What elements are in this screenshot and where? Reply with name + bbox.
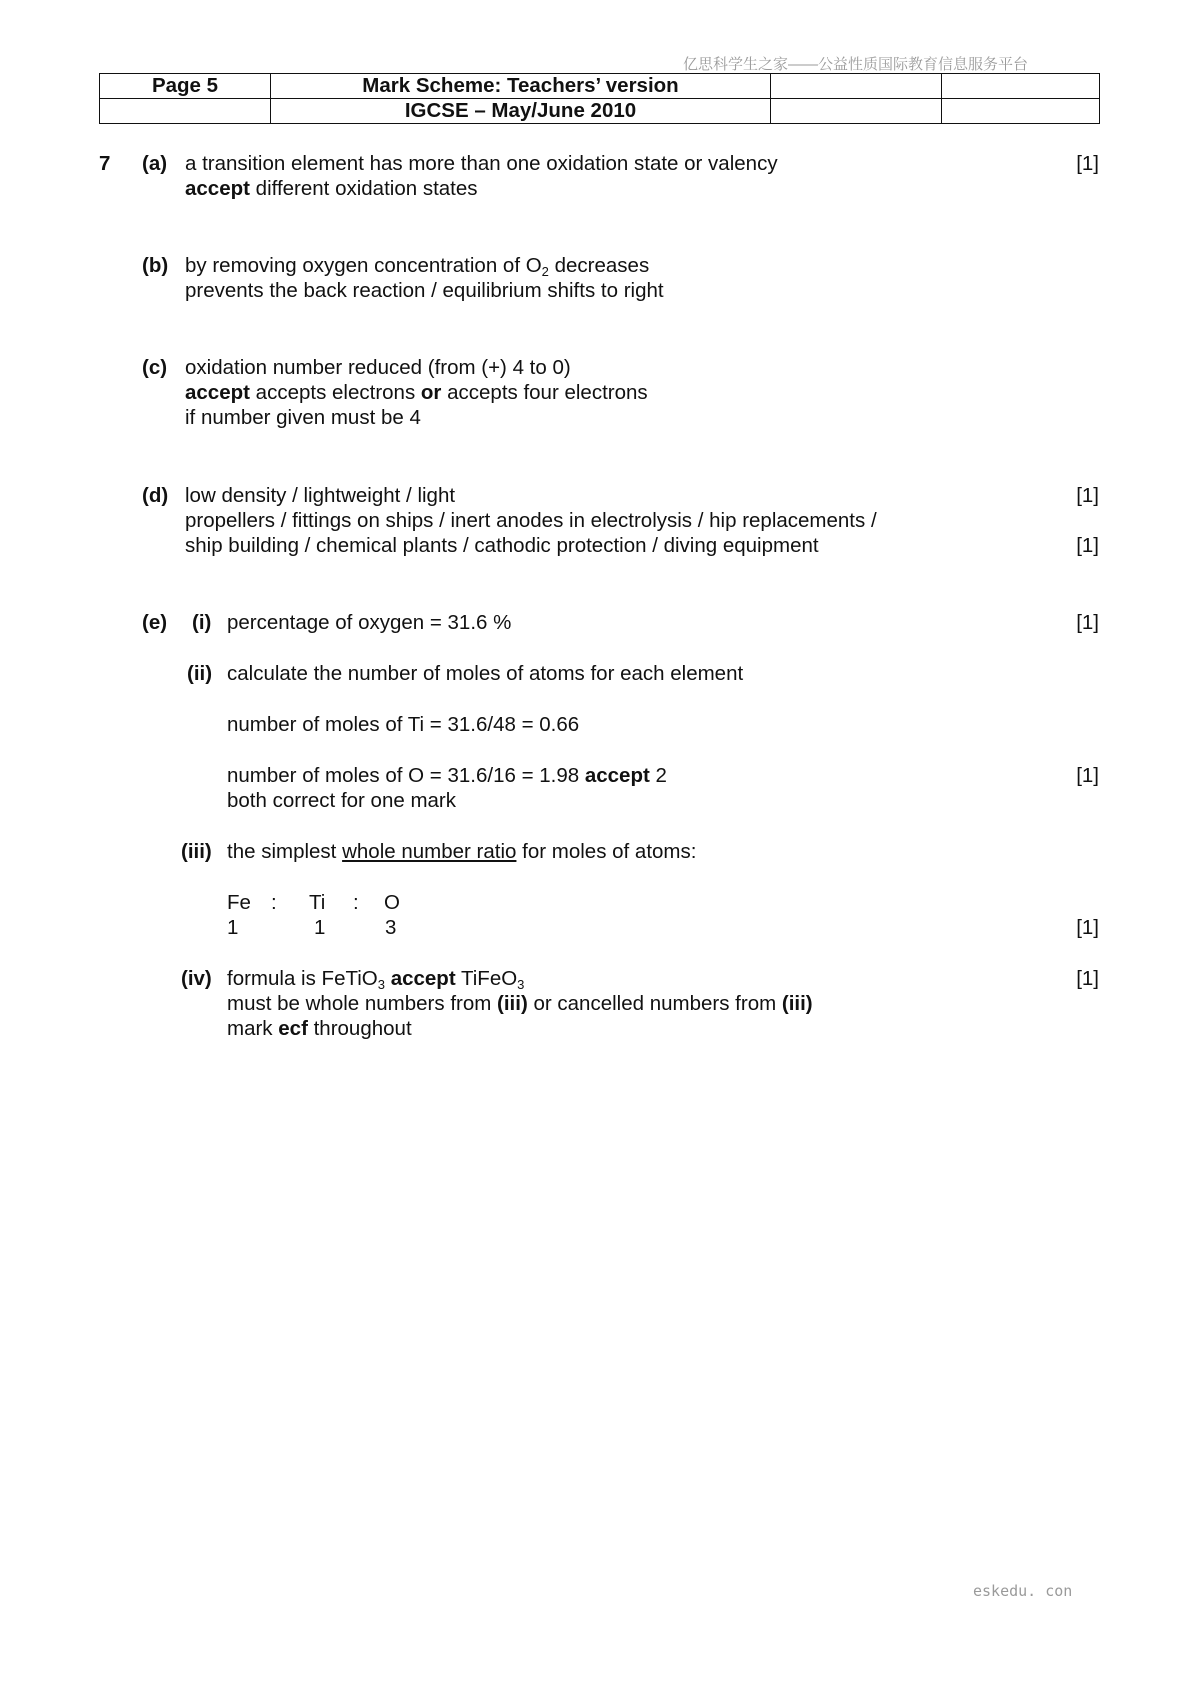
answer-line: formula is FeTiO$_3$ accept TiFeO$_3$ (227, 967, 525, 992)
answer-line: low density / lightweight / light (185, 484, 456, 507)
answer-line: both correct for one mark (227, 789, 457, 812)
subpart-label: (iv) (181, 967, 212, 990)
mark-value: [1] (1076, 611, 1099, 634)
watermark-top: 亿思科学生之家——公益性质国际教育信息服务平台 (683, 56, 1029, 73)
ratio-value: 1 (227, 916, 239, 939)
answer-line: mark ecf throughout (227, 1017, 412, 1040)
answer-line: oxidation number reduced (from (+) 4 to 0) (185, 356, 571, 379)
mark-value: [1] (1076, 484, 1099, 507)
answer-line: propellers / fittings on ships / inert anodes in electrolysis / hip replacements / (185, 509, 877, 532)
header-table (99, 73, 1100, 124)
ratio-separator: : (271, 891, 277, 914)
ratio-element: Ti (309, 891, 326, 914)
answer-line: percentage of oxygen = 31.6 % (227, 611, 512, 634)
ratio-element: Fe (227, 891, 251, 914)
header-empty-cell (942, 99, 1100, 124)
part-label: (e) (142, 611, 168, 634)
answer-line: if number given must be 4 (185, 406, 421, 429)
ratio-separator: : (353, 891, 359, 914)
subpart-label: (iii) (181, 840, 212, 863)
answer-line: must be whole numbers from (iii) or cancelled numbers from (iii) (227, 992, 813, 1015)
mark-value: [1] (1076, 534, 1099, 557)
answer-line: ship building / chemical plants / cathodic protection / diving equipment (185, 534, 819, 557)
mark-value: [1] (1076, 764, 1099, 787)
answer-line: prevents the back reaction / equilibrium shifts to right (185, 279, 664, 302)
page-number: Page 5 (100, 74, 271, 99)
part-label: (a) (142, 152, 168, 175)
part-label: (c) (142, 356, 168, 379)
answer-line: by removing oxygen concentration of $O_2$ decreases (185, 254, 650, 279)
mark-value: [1] (1076, 916, 1099, 939)
document-title: Mark Scheme: Teachers’ version (271, 74, 771, 99)
mark-value: [1] (1076, 152, 1099, 175)
exam-session: IGCSE – May/June 2010 (271, 99, 771, 124)
header-empty-cell (100, 99, 271, 124)
answer-line: accept accepts electrons or accepts four electrons (185, 381, 648, 404)
mark-value: [1] (1076, 967, 1099, 990)
header-empty-cell (942, 74, 1100, 99)
answer-line: number of moles of O = 31.6/16 = 1.98 accept 2 (227, 764, 667, 787)
answer-line: a transition element has more than one oxidation state or valency (185, 152, 778, 175)
part-label: (b) (142, 254, 169, 277)
header-empty-cell (771, 74, 942, 99)
question-number: 7 (99, 152, 111, 175)
answer-line: accept different oxidation states (185, 177, 478, 200)
ratio-value: 1 (314, 916, 326, 939)
ratio-value: 3 (385, 916, 397, 939)
subpart-label: (i) (192, 611, 212, 634)
header-empty-cell (771, 99, 942, 124)
answer-line: number of moles of Ti = 31.6/48 = 0.66 (227, 713, 580, 736)
answer-line: the simplest whole number ratio for moles of atoms: (227, 840, 697, 863)
ratio-element: O (384, 891, 400, 914)
answer-line: calculate the number of moles of atoms for each element (227, 662, 744, 685)
subpart-label: (ii) (187, 662, 213, 685)
watermark-bottom: eskedu. con (973, 1582, 1073, 1600)
part-label: (d) (142, 484, 169, 507)
